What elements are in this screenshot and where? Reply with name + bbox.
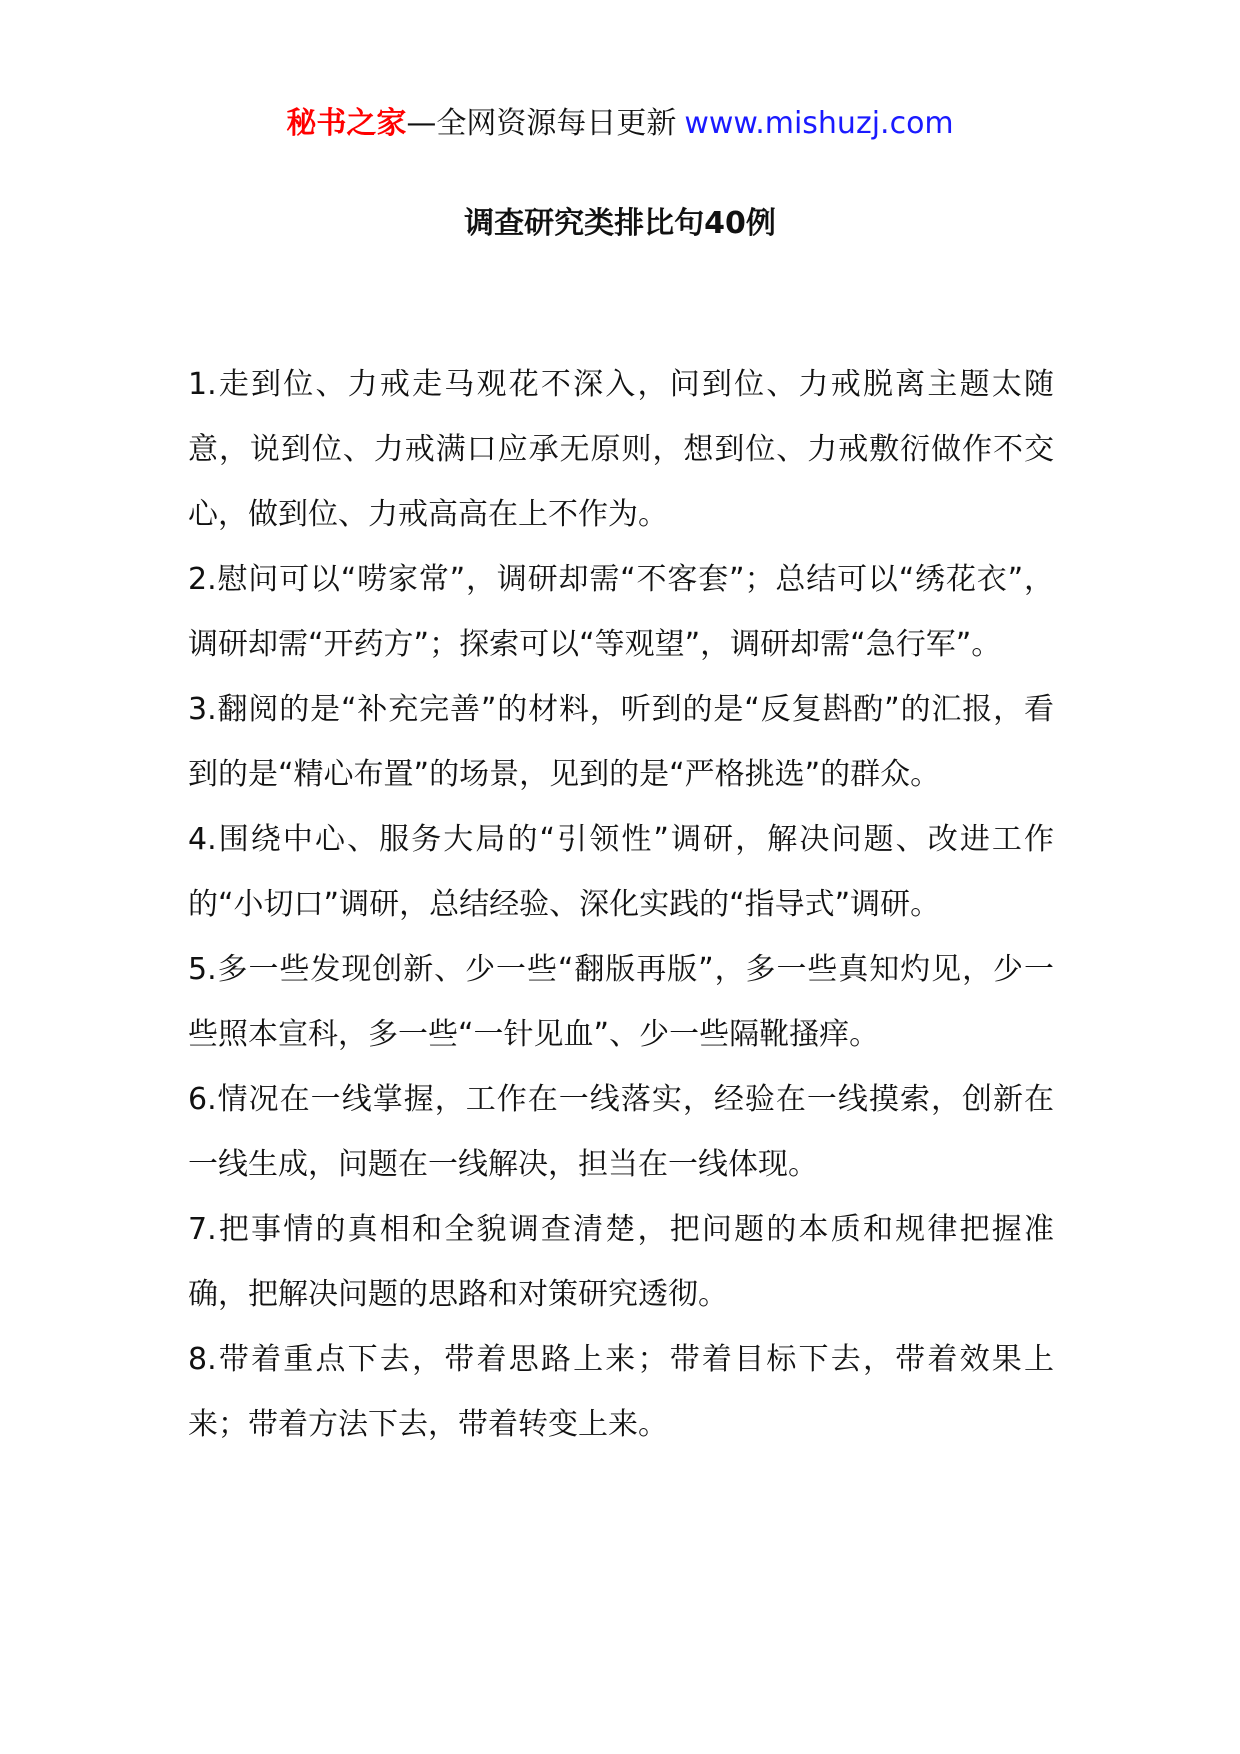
site-url-link[interactable]: www.mishuzj.com bbox=[684, 106, 954, 141]
paragraph-2: 2.慰问可以“唠家常”，调研却需“不客套”；总结可以“绣花衣”，调研却需“开药方”；探索可以“等观望”，调研却需“急行军”。 bbox=[188, 562, 1054, 662]
paragraph-4: 4.围绕中心、服务大局的“引领性”调研，解决问题、改进工作的“小切口”调研，总结经验、深化实践的“指导式”调研。 bbox=[188, 822, 1054, 922]
paragraph-8: 8.带着重点下去，带着思路上来；带着目标下去，带着效果上来；带着方法下去，带着转变上来。 bbox=[188, 1342, 1054, 1442]
paragraph-3: 3.翻阅的是“补充完善”的材料，听到的是“反复斟酌”的汇报，看到的是“精心布置”的场景，见到的是“严格挑选”的群众。 bbox=[188, 692, 1054, 792]
paragraph-5: 5.多一些发现创新、少一些“翻版再版”，多一些真知灼见，少一些照本宣科，多一些“一针见血”、少一些隔靴搔痒。 bbox=[188, 952, 1054, 1052]
site-brand: 秘书之家 bbox=[286, 106, 407, 141]
paragraph-7: 7.把事情的真相和全貌调查清楚，把问题的本质和规律把握准确，把解决问题的思路和对策研究透彻。 bbox=[188, 1212, 1054, 1312]
site-header bbox=[0, 100, 1240, 148]
paragraph-1: 1.走到位、力戒走马观花不深入，问到位、力戒脱离主题太随意，说到位、力戒满口应承无原则，想到位、力戒敷衍做作不交心，做到位、力戒高高在上不作为。 bbox=[188, 367, 1054, 532]
paragraph-6: 6.情况在一线掌握，工作在一线落实，经验在一线摸索，创新在一线生成，问题在一线解决，担当在一线体现。 bbox=[188, 1082, 1054, 1182]
document-body bbox=[188, 352, 1054, 1457]
site-tagline: —全网资源每日更新 bbox=[406, 106, 677, 141]
document-title: 调查研究类排比句40例 bbox=[464, 206, 776, 241]
